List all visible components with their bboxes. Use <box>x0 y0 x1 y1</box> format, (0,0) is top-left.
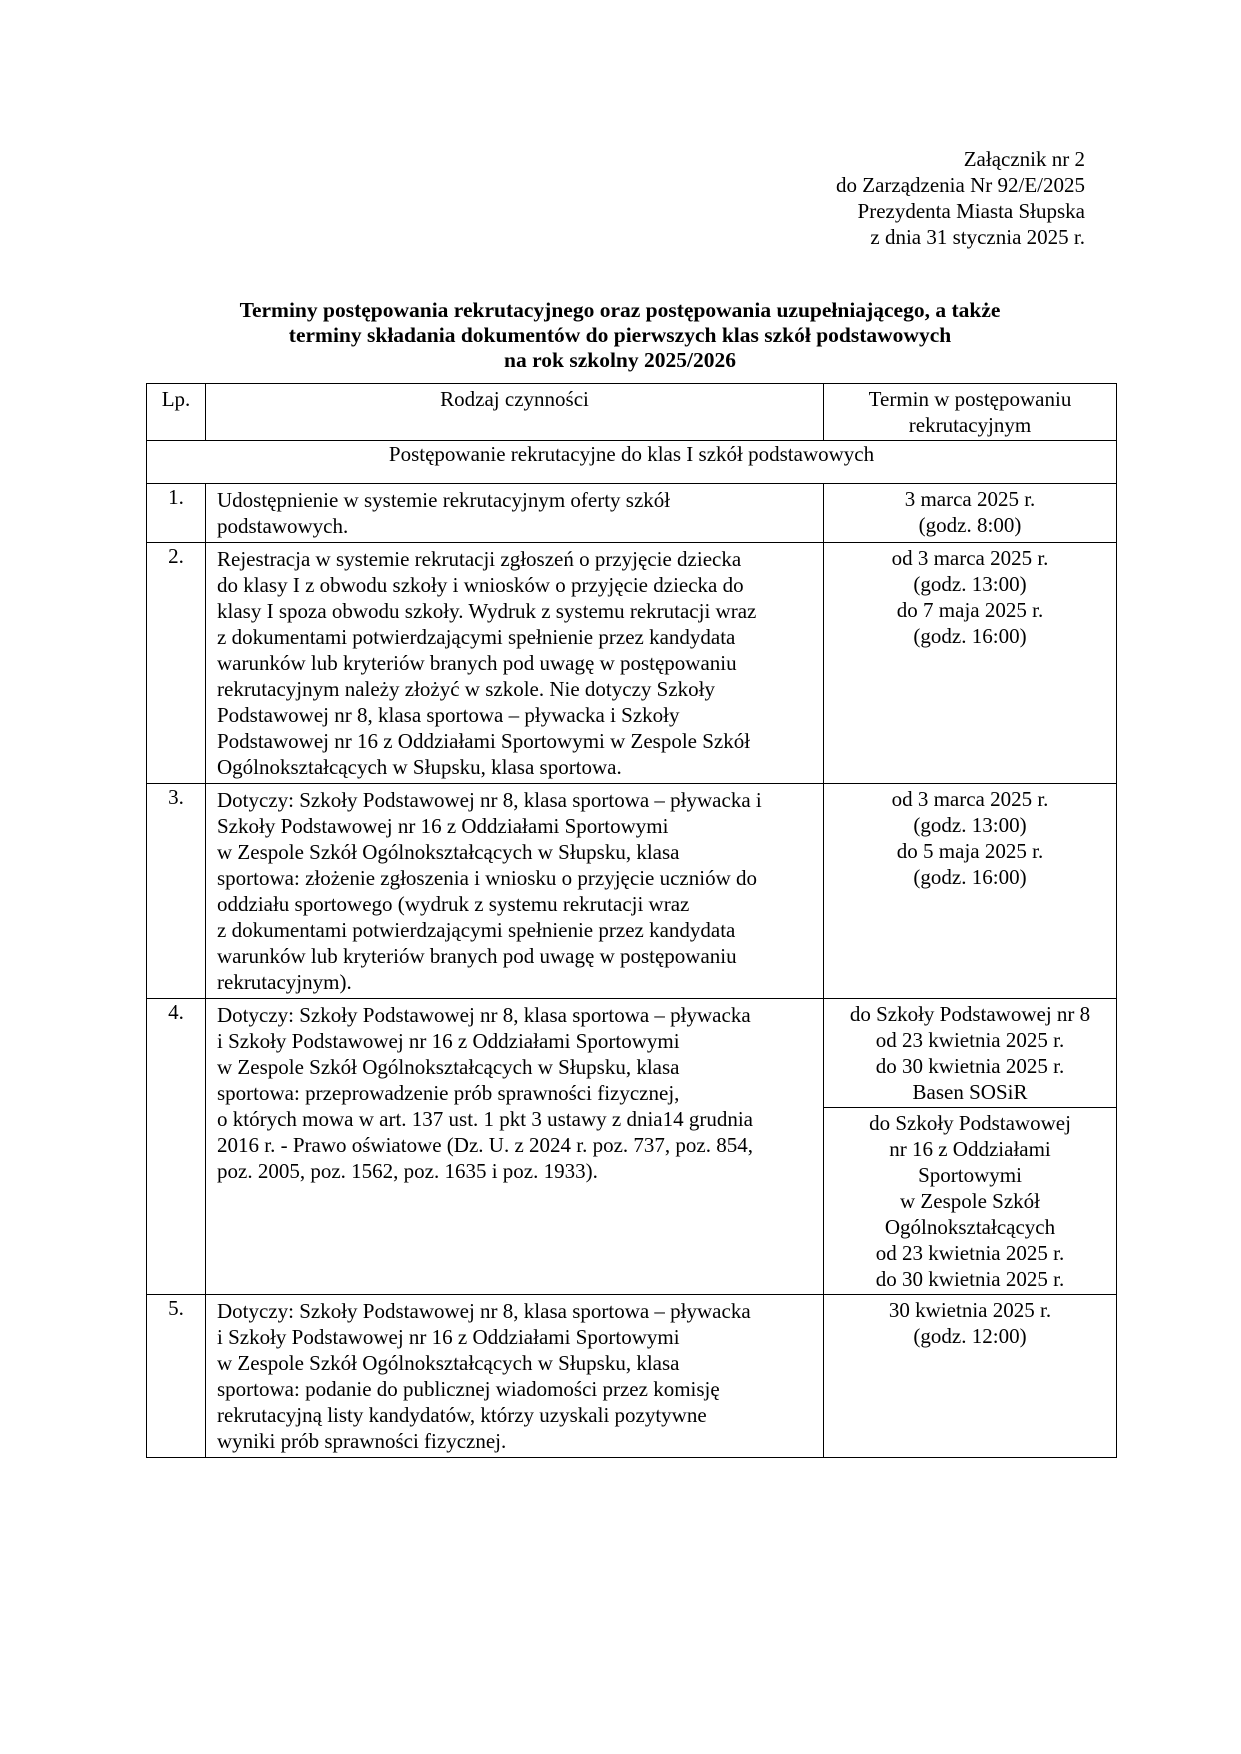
term-line: w Zespole Szkół <box>900 1189 1040 1213</box>
title-line: na rok szkolny 2025/2026 <box>504 348 736 372</box>
term-line: do 5 maja 2025 r. <box>896 839 1044 863</box>
desc-line: Podstawowej nr 16 z Oddziałami Sportowymi w Zespole Szkół <box>217 729 751 753</box>
desc-line: do klasy I z obwodu szkoły i wniosków o przyjęcie dziecka do <box>217 573 744 597</box>
term-line: (godz. 8:00) <box>918 513 1022 537</box>
section-title: Postępowanie rekrutacyjne do klas I szkół podstawowych <box>147 441 1117 484</box>
desc-line: Dotyczy: Szkoły Podstawowej nr 8, klasa sportowa – pływacka <box>217 1299 751 1323</box>
term-line: od 23 kwietnia 2025 r. <box>875 1028 1065 1052</box>
term-line: od 3 marca 2025 r. <box>891 787 1049 811</box>
row-description <box>206 1295 824 1458</box>
term-line: (godz. 16:00) <box>913 624 1027 648</box>
table-header-row <box>147 384 1117 441</box>
header-activity: Rodzaj czynności <box>206 384 824 441</box>
desc-line: Dotyczy: Szkoły Podstawowej nr 8, klasa sportowa – pływacka i <box>217 788 762 812</box>
row-number: 4. <box>147 999 206 1295</box>
row-description <box>206 484 824 543</box>
table-row <box>147 784 1117 999</box>
row-term <box>824 484 1117 543</box>
desc-line: z dokumentami potwierdzającymi spełnienie przez kandydata <box>217 625 736 649</box>
desc-line: w Zespole Szkół Ogólnokształcących w Słupsku, klasa <box>217 840 680 864</box>
desc-line: Rejestracja w systemie rekrutacji zgłoszeń o przyjęcie dziecka <box>217 547 742 571</box>
header-lp: Lp. <box>147 384 206 441</box>
desc-line: wyniki prób sprawności fizycznej. <box>217 1429 507 1453</box>
row-term-sp16 <box>824 1108 1117 1295</box>
schedule-table <box>146 383 1117 1458</box>
desc-line: w Zespole Szkół Ogólnokształcących w Słupsku, klasa <box>217 1055 680 1079</box>
section-row <box>147 441 1117 484</box>
row-description <box>206 999 824 1295</box>
row-term-sp8 <box>824 999 1117 1108</box>
desc-line: sportowa: złożenie zgłoszenia i wniosku o przyjęcie uczniów do <box>217 866 757 890</box>
table-row <box>147 999 1117 1108</box>
desc-line: o których mowa w art. 137 ust. 1 pkt 3 ustawy z dnia14 grudnia <box>217 1107 753 1131</box>
term-line: od 3 marca 2025 r. <box>891 546 1049 570</box>
term-line: do Szkoły Podstawowej <box>869 1111 1071 1135</box>
table-row <box>147 1295 1117 1458</box>
term-line: 30 kwietnia 2025 r. <box>888 1298 1052 1322</box>
term-line: (godz. 13:00) <box>913 572 1027 596</box>
desc-line: i Szkoły Podstawowej nr 16 z Oddziałami Sportowymi <box>217 1325 680 1349</box>
desc-line: Dotyczy: Szkoły Podstawowej nr 8, klasa sportowa – pływacka <box>217 1003 751 1027</box>
term-line: do 30 kwietnia 2025 r. <box>875 1054 1065 1078</box>
desc-line: oddziału sportowego (wydruk z systemu rekrutacji wraz <box>217 892 690 916</box>
term-line: Ogólnokształcących <box>884 1215 1056 1239</box>
desc-line: sportowa: podanie do publicznej wiadomości przez komisję <box>217 1377 720 1401</box>
desc-line: warunków lub kryteriów branych pod uwagę w postępowaniu <box>217 944 737 968</box>
attachment-line: Załącznik nr 2 <box>963 147 1085 171</box>
row-number: 3. <box>147 784 206 999</box>
term-line: Basen SOSiR <box>912 1080 1028 1104</box>
title-line: Terminy postępowania rekrutacyjnego oraz postępowania uzupełniającego, a także <box>239 298 1001 322</box>
row-term <box>824 784 1117 999</box>
document-title <box>146 298 1094 373</box>
desc-line: Ogólnokształcących w Słupsku, klasa sportowa. <box>217 755 622 779</box>
title-line: terminy składania dokumentów do pierwszych klas szkół podstawowych <box>288 323 952 347</box>
desc-line: podstawowych. <box>217 514 349 538</box>
desc-line: warunków lub kryteriów branych pod uwagę w postępowaniu <box>217 651 737 675</box>
row-description <box>206 543 824 784</box>
row-term <box>824 543 1117 784</box>
desc-line: rekrutacyjnym). <box>217 970 352 994</box>
desc-line: poz. 2005, poz. 1562, poz. 1635 i poz. 1933). <box>217 1159 598 1183</box>
term-line: Sportowymi <box>918 1163 1022 1187</box>
attachment-line: Prezydenta Miasta Słupska <box>857 199 1085 223</box>
term-line: do 7 maja 2025 r. <box>896 598 1044 622</box>
term-line: do 30 kwietnia 2025 r. <box>875 1267 1065 1291</box>
row-term <box>824 1295 1117 1458</box>
desc-line: rekrutacyjną listy kandydatów, którzy uzyskali pozytywne <box>217 1403 707 1427</box>
table-row <box>147 484 1117 543</box>
row-number: 5. <box>147 1295 206 1458</box>
header-term: Termin w postępowaniu rekrutacyjnym <box>824 384 1117 441</box>
attachment-header <box>600 146 1085 250</box>
term-line: od 23 kwietnia 2025 r. <box>875 1241 1065 1265</box>
desc-line: z dokumentami potwierdzającymi spełnienie przez kandydata <box>217 918 736 942</box>
table-row <box>147 543 1117 784</box>
term-line: (godz. 16:00) <box>913 865 1027 889</box>
desc-line: 2016 r. - Prawo oświatowe (Dz. U. z 2024 r. poz. 737, poz. 854, <box>217 1133 753 1157</box>
desc-line: klasy I spoza obwodu szkoły. Wydruk z systemu rekrutacji wraz <box>217 599 757 623</box>
desc-line: rekrutacyjnym należy złożyć w szkole. Nie dotyczy Szkoły <box>217 677 715 701</box>
row-description <box>206 784 824 999</box>
term-line: (godz. 12:00) <box>913 1324 1027 1348</box>
attachment-line: do Zarządzenia Nr 92/E/2025 <box>836 173 1085 197</box>
desc-line: i Szkoły Podstawowej nr 16 z Oddziałami Sportowymi <box>217 1029 680 1053</box>
desc-line: Podstawowej nr 8, klasa sportowa – pływacka i Szkoły <box>217 703 680 727</box>
term-line: nr 16 z Oddziałami <box>889 1137 1051 1161</box>
desc-line: sportowa: przeprowadzenie prób sprawności fizycznej, <box>217 1081 680 1105</box>
term-line: (godz. 13:00) <box>913 813 1027 837</box>
desc-line: Udostępnienie w systemie rekrutacyjnym oferty szkół <box>217 488 671 512</box>
attachment-line: z dnia 31 stycznia 2025 r. <box>870 225 1085 249</box>
desc-line: w Zespole Szkół Ogólnokształcących w Słupsku, klasa <box>217 1351 680 1375</box>
term-line: do Szkoły Podstawowej nr 8 <box>849 1002 1091 1026</box>
row-number: 2. <box>147 543 206 784</box>
row-number: 1. <box>147 484 206 543</box>
desc-line: Szkoły Podstawowej nr 16 z Oddziałami Sportowymi <box>217 814 669 838</box>
term-line: 3 marca 2025 r. <box>904 487 1036 511</box>
